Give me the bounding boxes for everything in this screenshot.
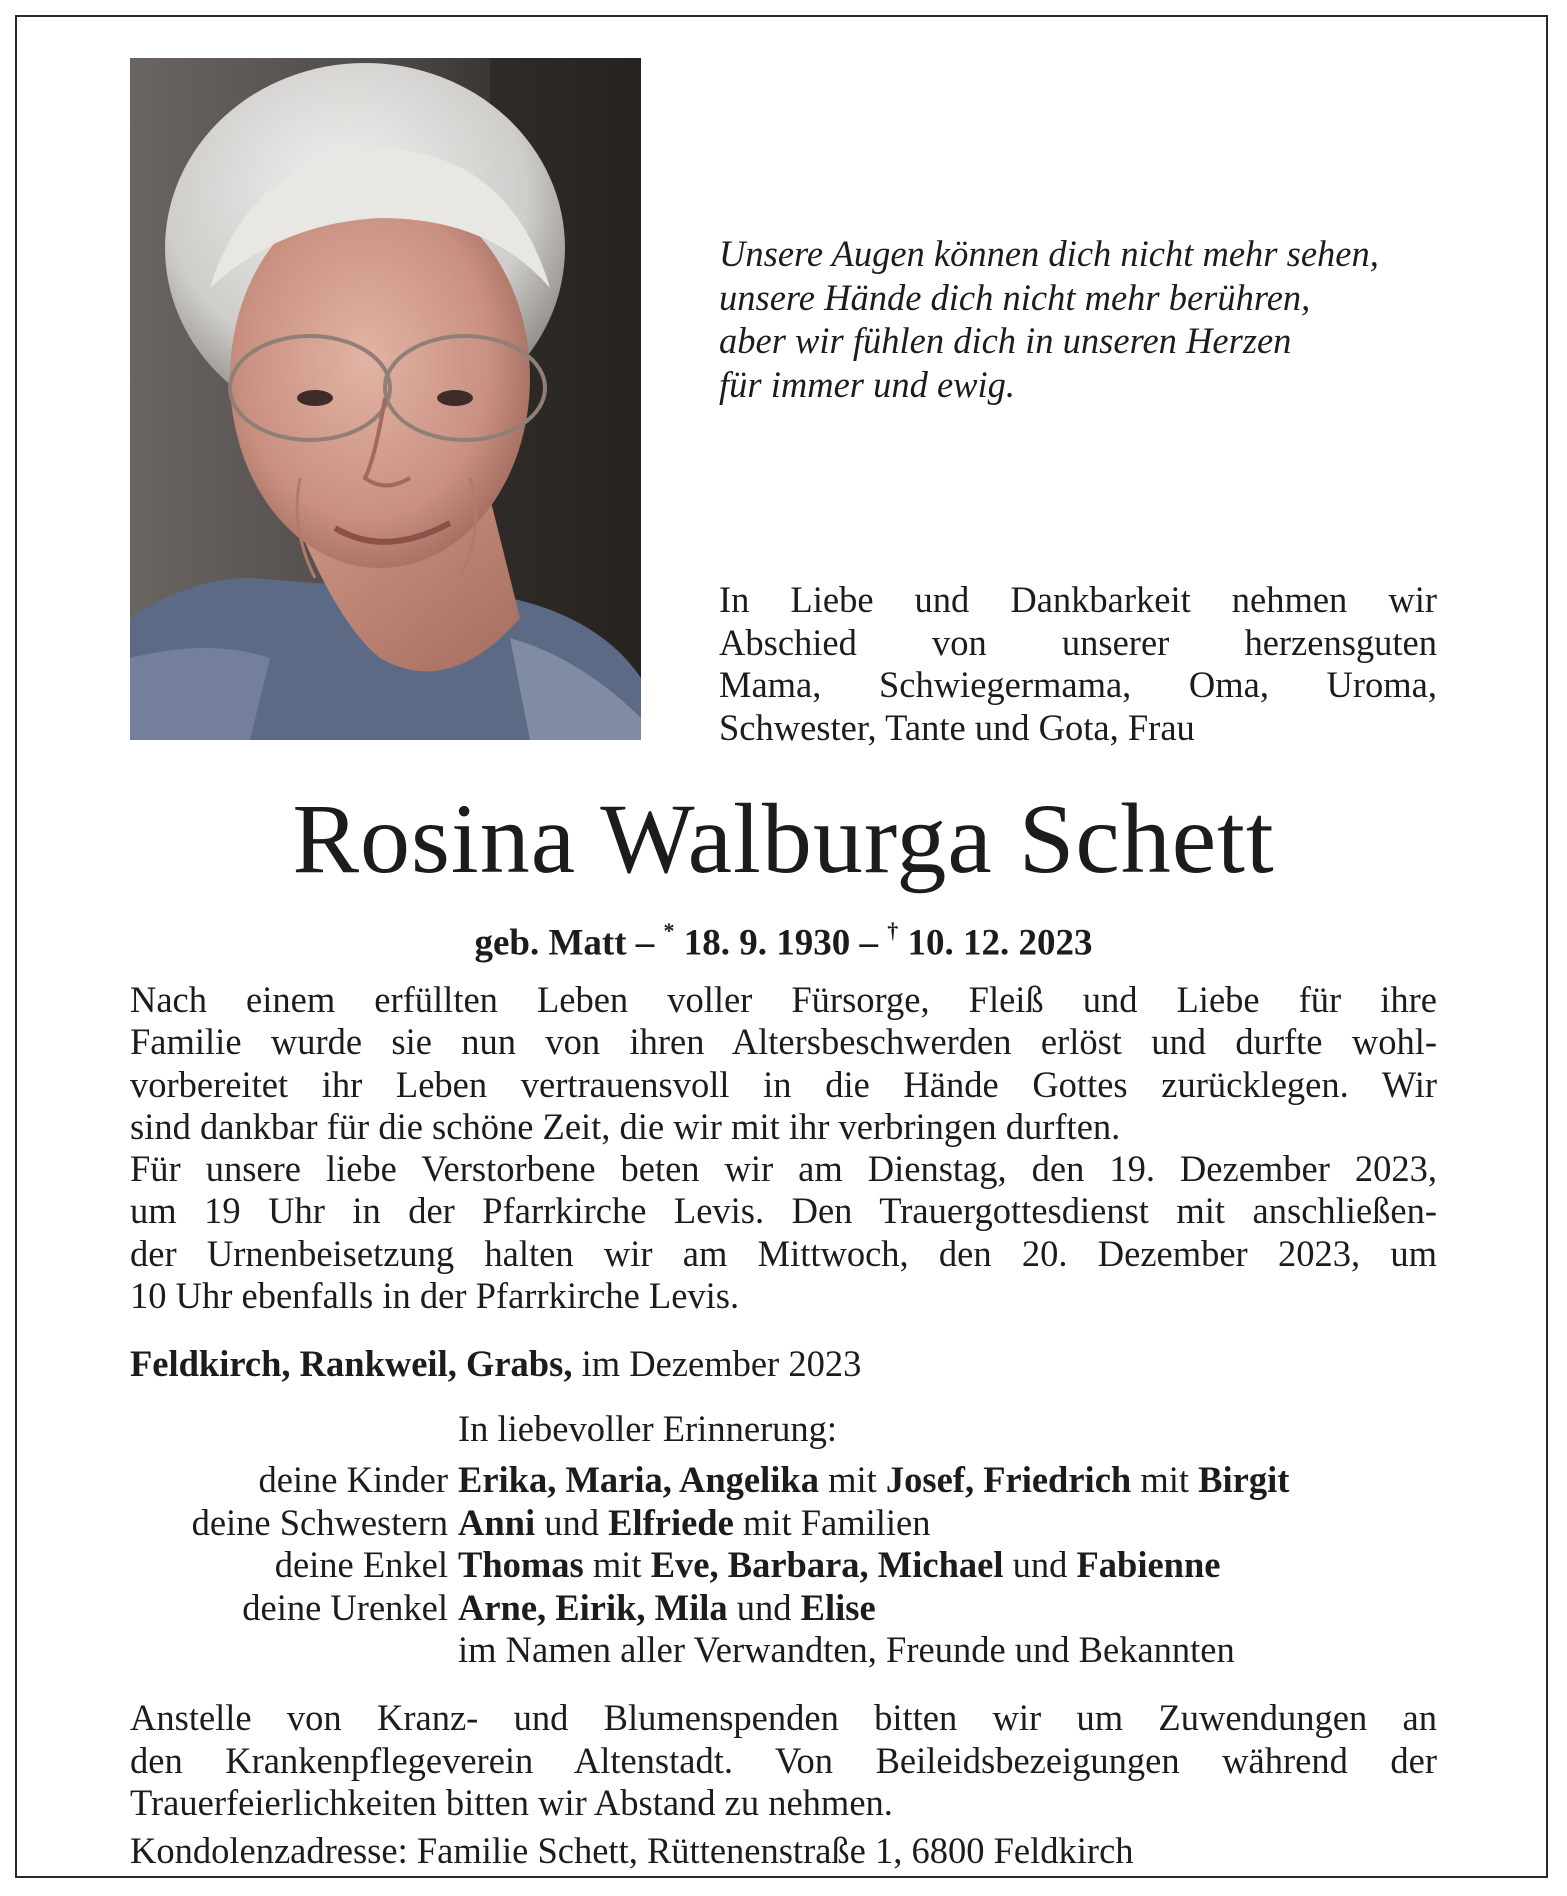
intro-line: Mama, Schwiegermama, Oma, Uroma,	[719, 664, 1437, 705]
deceased-name: Rosina Walburga Schett	[292, 783, 1275, 894]
family-connector: mit	[583, 1544, 651, 1585]
birth-star-symbol: *	[663, 918, 675, 943]
body-line: Nach einem erfüllten Leben voller Fürsorge, Fleiß und Liebe für ihre	[130, 979, 1437, 1020]
condolence-address: Kondolenzadresse: Familie Schett, Rüttenenstraße 1, 6800 Feldkirch	[130, 1830, 1134, 1871]
donation-line: den Krankenpflegeverein Altenstadt. Von Beileidsbezeigungen während der	[130, 1739, 1437, 1781]
family-member-names: Elfriede	[608, 1501, 734, 1543]
poem-line: aber wir fühlen dich in unseren Herzen	[719, 320, 1292, 361]
poem-line: Unsere Augen können dich nicht mehr sehen,	[719, 233, 1379, 274]
family-member-names: Eve, Barbara, Michael	[650, 1544, 1004, 1585]
family-list	[130, 1459, 1440, 1672]
family-connector: und	[1003, 1544, 1077, 1585]
family-member-names: Anni	[458, 1501, 536, 1543]
intro-line: Abschied von unserer herzensguten	[719, 621, 1437, 663]
body-line: sind dankbar für die schöne Zeit, die wir mit ihr verbringen durften.	[130, 1105, 1121, 1147]
intro-paragraph	[719, 579, 1437, 749]
dash-separator: –	[859, 922, 879, 964]
family-member-names: Birgit	[1198, 1459, 1290, 1500]
family-connector: mit Familien	[733, 1501, 931, 1543]
month-year: im Dezember 2023	[581, 1343, 862, 1384]
poem	[719, 232, 1439, 406]
body-line: um 19 Uhr in der Pfarrkirche Levis. Den Trauergottesdienst mit anschließen-	[130, 1190, 1437, 1232]
body-line: Familie wurde sie nun von ihren Altersbeschwerden erlöst und durfte wohl-	[130, 1021, 1437, 1063]
intro-line: In Liebe und Dankbarkeit nehmen wir	[719, 579, 1437, 620]
family-member-names: Elise	[800, 1586, 876, 1628]
family-member-names: Erika, Maria, Angelika	[458, 1459, 819, 1500]
family-member-names: Arne, Eirik, Mila	[458, 1586, 728, 1628]
family-relation: deine Kinder	[258, 1459, 448, 1500]
intro-line: Schwester, Tante und Gota, Frau	[719, 706, 1195, 748]
family-names	[458, 1459, 1289, 1502]
death-cross-symbol: †	[887, 918, 899, 943]
family-member-names: Josef, Friedrich	[885, 1459, 1132, 1500]
family-row	[130, 1587, 1440, 1630]
life-dates	[0, 912, 1567, 965]
all-relatives-line: im Namen aller Verwandten, Freunde und Bekannten	[458, 1629, 1235, 1670]
family-connector: und	[535, 1501, 609, 1543]
donation-paragraph	[130, 1697, 1437, 1825]
birth-date: 18. 9. 1930	[683, 922, 851, 964]
family-names	[458, 1587, 876, 1630]
dash-separator: –	[635, 922, 655, 964]
poem-line: für immer und ewig.	[719, 363, 1016, 405]
family-connector: und	[727, 1586, 801, 1628]
body-line: vorbereitet ihr Leben vertrauensvoll in die Hände Gottes zurücklegen. Wir	[130, 1063, 1437, 1105]
family-relation: deine Schwestern	[191, 1501, 448, 1543]
family-names	[458, 1544, 1220, 1587]
family-row	[130, 1459, 1440, 1502]
body-line: Für unsere liebe Verstorbene beten wir am Dienstag, den 19. Dezember 2023,	[130, 1148, 1437, 1190]
memory-label: In liebevoller Erinnerung:	[458, 1408, 838, 1449]
death-date: 10. 12. 2023	[907, 922, 1093, 964]
family-relation: deine Urenkel	[242, 1586, 448, 1628]
poem-line: unsere Hände dich nicht mehr berühren,	[719, 276, 1311, 318]
family-member-names: Fabienne	[1076, 1544, 1221, 1585]
donation-line: Trauerfeierlichkeiten bitten wir Abstand zu nehmen.	[130, 1782, 893, 1823]
birth-name: geb. Matt	[474, 922, 627, 964]
family-connector: mit	[1131, 1459, 1199, 1500]
body-paragraph	[130, 979, 1437, 1317]
family-row	[130, 1544, 1440, 1587]
portrait-photo	[130, 58, 641, 740]
family-row	[130, 1502, 1440, 1545]
places: Feldkirch, Rankweil, Grabs,	[130, 1343, 573, 1384]
body-line: 10 Uhr ebenfalls in der Pfarrkirche Levis.	[130, 1275, 740, 1317]
family-names	[458, 1502, 930, 1545]
place-date	[130, 1343, 861, 1385]
donation-line: Anstelle von Kranz- und Blumenspenden bitten wir um Zuwendungen an	[130, 1697, 1437, 1738]
body-line: der Urnenbeisetzung halten wir am Mittwoch, den 20. Dezember 2023, um	[130, 1232, 1437, 1274]
family-member-names: Thomas	[458, 1544, 584, 1585]
family-connector: mit	[818, 1459, 886, 1500]
family-relation: deine Enkel	[274, 1544, 448, 1585]
